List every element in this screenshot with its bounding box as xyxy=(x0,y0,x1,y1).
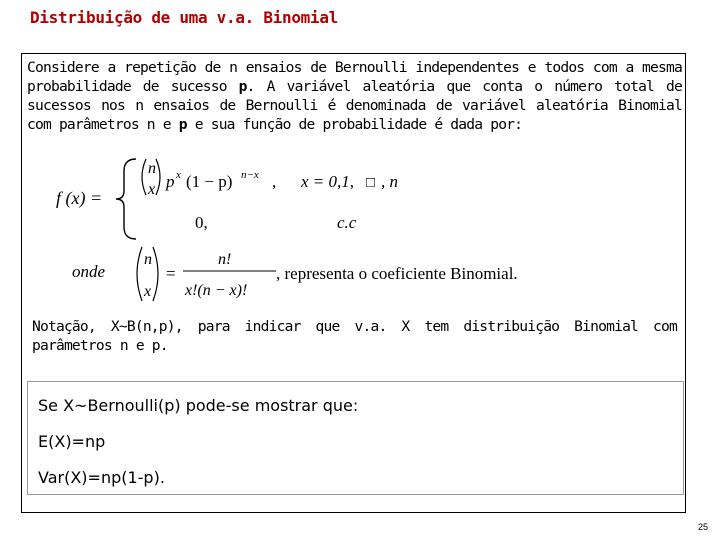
intro-p-2: p xyxy=(178,116,187,133)
binom-x: x xyxy=(148,181,156,198)
formula-nfact: n! xyxy=(218,251,232,268)
formula-x-range: x = 0,1, xyxy=(301,172,355,191)
left-brace xyxy=(116,159,136,239)
formula-denominator: x!(n − x)! xyxy=(185,282,248,299)
formula-coef-text: , representa o coeficiente Binomial. xyxy=(276,264,518,283)
result-box xyxy=(27,381,684,495)
intro-text-1: Considere a repetição de n ensaios de Bernoulli independentes e todos com a mesma probabilidade de sucesso xyxy=(27,59,682,95)
binom-n: n xyxy=(148,160,156,177)
binom2-x: x xyxy=(144,283,152,300)
notation-paragraph: Notação, X~B(n,p), para indicar que v.a. X tem distribuição Binomial com parâmetros n e p. xyxy=(32,318,677,354)
formula-onde: onde xyxy=(72,262,106,281)
result-line-2: E(X)=np xyxy=(38,432,106,451)
intro-paragraph xyxy=(27,58,682,134)
page-number: 25 xyxy=(697,522,708,532)
formula-fx: f (x) = xyxy=(56,188,103,208)
intro-text-3: e sua função de probabilidade é dada por: xyxy=(186,116,523,133)
paren-right xyxy=(156,159,160,195)
missing-glyph-box: □ xyxy=(366,175,376,191)
binom2-n: n xyxy=(144,251,152,268)
result-line-3: Var(X)=np(1-p). xyxy=(38,468,165,487)
paren2-right xyxy=(153,247,158,301)
formula-exp-nx: n−x xyxy=(241,169,259,181)
paren2-left xyxy=(137,247,142,301)
formula-p: p xyxy=(166,172,175,191)
formula-equals: = xyxy=(166,264,176,283)
formula-cc: c.c xyxy=(337,213,357,232)
binomial-formula xyxy=(50,157,610,307)
intro-p-1: p xyxy=(238,78,247,95)
page-title: Distribuição de uma v.a. Binomial xyxy=(30,8,338,27)
formula-comma: , xyxy=(272,172,277,191)
intro-text-2: . A variável aleatória que conta o número total de sucessos nos n ensaios de Bernoulli é denominada de variável aleatória Binomial com parâmetros n e xyxy=(27,78,683,133)
formula-comma-n: , n xyxy=(381,172,398,191)
formula-one-minus-p: (1 − p) xyxy=(186,172,233,191)
result-line-1: Se X~Bernoulli(p) pode-se mostrar que: xyxy=(38,396,359,415)
paren-left xyxy=(142,159,146,195)
formula-exp-x: x xyxy=(176,169,181,181)
formula-zero: 0, xyxy=(195,213,208,232)
